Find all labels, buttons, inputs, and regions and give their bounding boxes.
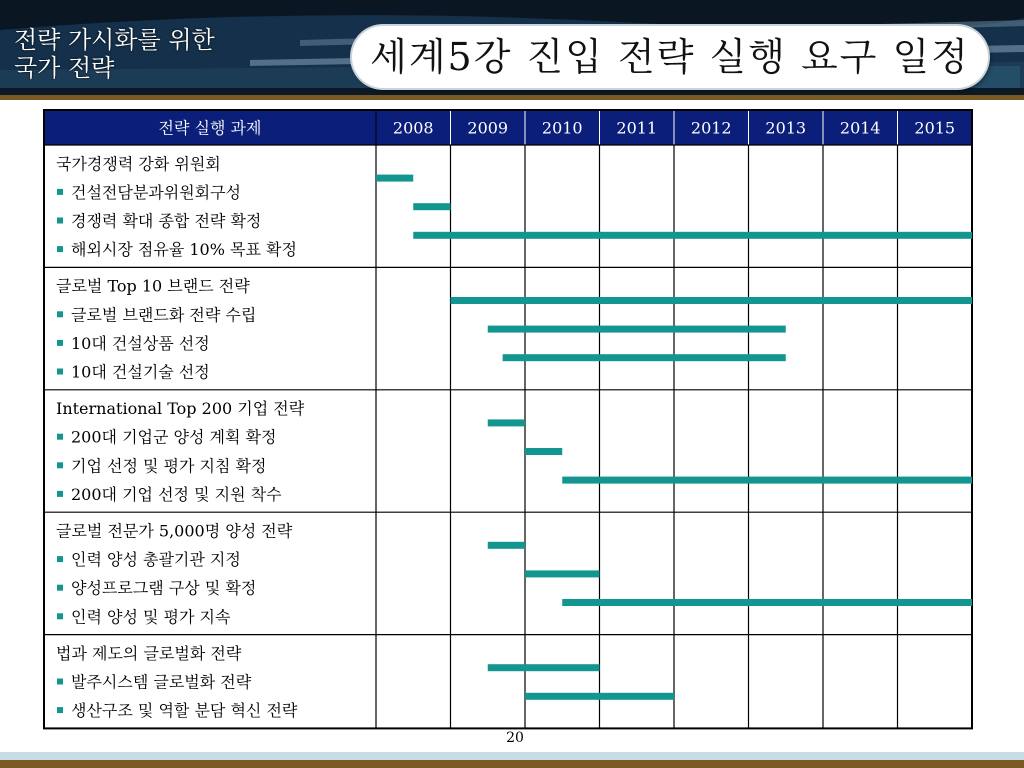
bullet-marker	[57, 434, 63, 440]
year-header-2014: 2014	[839, 118, 881, 138]
schedule-bar	[562, 599, 972, 606]
task-label: 생산구조 및 역할 분담 혁신 전략	[71, 701, 298, 721]
bullet-marker	[57, 189, 63, 195]
schedule-bar	[503, 354, 786, 361]
schedule-bar	[525, 693, 674, 700]
schedule-bar	[488, 664, 600, 671]
group-title: International Top 200 기업 전략	[56, 399, 305, 419]
subtitle-line-2: 국가 전략	[14, 54, 115, 82]
schedule-bar	[451, 297, 973, 304]
bullet-marker	[57, 679, 63, 685]
task-label: 10대 건설기술 선정	[71, 362, 210, 382]
task-label: 양성프로그램 구상 및 확정	[71, 578, 257, 598]
schedule-bar	[413, 203, 450, 210]
task-label: 기업 선정 및 평가 지침 확정	[71, 456, 267, 476]
task-label: 200대 기업군 양성 계획 확정	[71, 427, 277, 447]
bullet-marker	[57, 369, 63, 375]
footer-dark-band	[0, 760, 1024, 768]
task-label: 건설전담분과위원회구성	[71, 182, 242, 202]
bullet-marker	[57, 491, 63, 497]
bullet-marker	[57, 585, 63, 591]
schedule-bar	[413, 232, 972, 239]
bullet-marker	[57, 613, 63, 619]
schedule-bar	[562, 477, 972, 484]
task-column-header: 전략 실행 과제	[158, 118, 262, 138]
bullet-marker	[57, 340, 63, 346]
task-label: 인력 양성 총괄기관 지정	[71, 550, 241, 570]
subtitle-line-1: 전략 가시화를 위한	[14, 26, 215, 54]
task-label: 글로벌 브랜드화 전략 수립	[71, 305, 257, 325]
footer-light-band	[0, 752, 1024, 760]
bullet-marker	[57, 246, 63, 252]
group-title: 글로벌 전문가 5,000명 양성 전략	[56, 521, 293, 541]
task-label: 경쟁력 확대 종합 전략 확정	[71, 211, 262, 231]
schedule-bar	[488, 542, 525, 549]
schedule-bar	[488, 326, 786, 333]
task-label: 발주시스템 글로벌화 전략	[71, 672, 252, 692]
year-header-2011: 2011	[616, 118, 658, 138]
bullet-marker	[57, 462, 63, 468]
group-title: 국가경쟁력 강화 위원회	[56, 154, 221, 174]
schedule-bar	[376, 175, 413, 182]
task-label: 인력 양성 및 평가 지속	[71, 607, 231, 627]
bullet-marker	[57, 311, 63, 317]
task-label: 200대 기업 선정 및 지원 착수	[71, 484, 282, 504]
year-header-2015: 2015	[914, 118, 956, 138]
year-header-2008: 2008	[392, 118, 434, 138]
bullet-marker	[57, 218, 63, 224]
slide-title: 세계5강 진입 전략 실행 요구 일정	[370, 35, 970, 79]
group-title: 글로벌 Top 10 브랜드 전략	[56, 276, 250, 296]
year-header-2010: 2010	[541, 118, 583, 138]
bullet-marker	[57, 556, 63, 562]
group-title: 법과 제도의 글로벌화 전략	[56, 643, 242, 663]
year-header-2013: 2013	[765, 118, 807, 138]
task-label: 해외시장 점유율 10% 목표 확정	[71, 240, 297, 260]
page-number: 20	[506, 730, 524, 746]
table-border	[44, 110, 972, 728]
schedule-bar	[525, 570, 600, 577]
year-header-2009: 2009	[467, 118, 509, 138]
bullet-marker	[57, 707, 63, 713]
task-label: 10대 건설상품 선정	[71, 333, 210, 353]
schedule-bar	[488, 419, 525, 426]
schedule-bar	[525, 448, 562, 455]
year-header-2012: 2012	[690, 118, 732, 138]
